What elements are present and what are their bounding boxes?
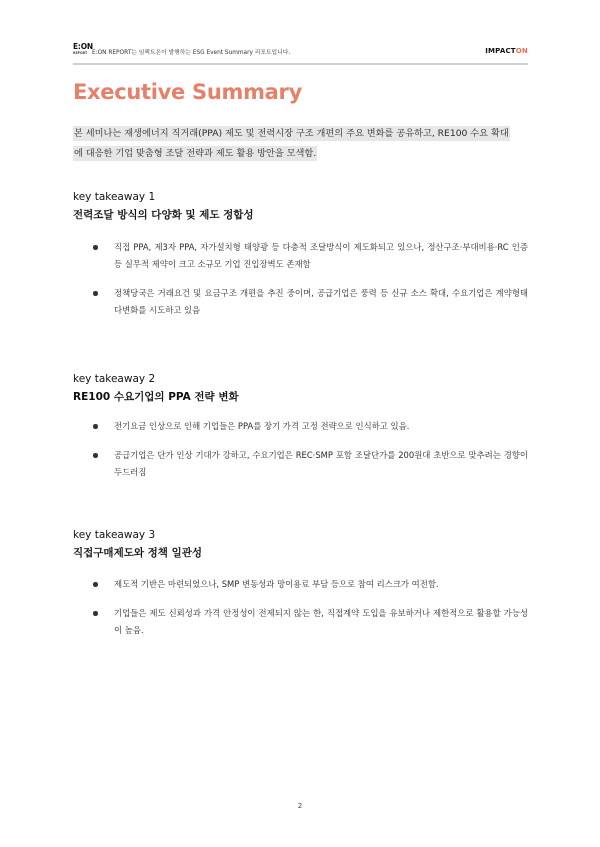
bullet-text: 정책당국은 거래요건 및 요금구조 개편을 추진 중이며, 공급기업은 풍력 등 신규 소스 확대, 수요기업은 계약형태 다변화를 시도하고 있음: [114, 288, 528, 315]
bullet-dot-icon: [93, 582, 98, 587]
bullet-text: 제도적 기반은 마련되었으나, SMP 변동성과 망이용료 부담 등으로 참여 리스크가 여전함.: [114, 579, 439, 589]
bullet-dot-icon: [93, 291, 98, 296]
bullet-item: [93, 605, 528, 639]
brand-left-text: IMPACT: [485, 47, 516, 55]
bullet-text: 전기요금 인상으로 인해 기업들은 PPA를 장기 가격 고정 전략으로 인식하고 있음.: [114, 421, 410, 431]
bullet-item: [93, 418, 528, 435]
bullet-dot-icon: [93, 245, 98, 250]
logo-sub-text: REPORT: [73, 51, 88, 55]
page-title: Executive Summary: [73, 80, 302, 104]
takeaway-bullets: [73, 239, 528, 319]
summary-highlight: 본 세미나는 재생에너지 직거래(PPA) 제도 및 전력시장 구조 개편의 주요 변화를 공유하고, RE100 수요 확대에 대응한 기업 맞춤형 조달 전략과 제도 활용 방안을 모색함.: [74, 128, 509, 159]
bullet-dot-icon: [93, 424, 98, 429]
bullet-dot-icon: [93, 453, 98, 458]
takeaway-bullets: [73, 576, 528, 639]
bullet-text: 직접 PPA, 제3자 PPA, 자가설치형 태양광 등 다층적 조달방식이 제도화되고 있으나, 정산구조·부대비용·RC 인증 등 실무적 제약이 크고 소규모 기업 진입장벽도 존재함: [114, 242, 528, 269]
bullet-text: 기업들은 제도 신뢰성과 가격 안정성이 전제되지 않는 한, 직접계약 도입을 유보하거나 제한적으로 활용할 가능성이 높음.: [114, 608, 528, 635]
takeaway-label: key takeaway 1: [73, 191, 156, 203]
takeaway-label: key takeaway 3: [73, 529, 156, 541]
takeaway-title: RE100 수요기업의 PPA 전략 변화: [73, 391, 239, 403]
page-header: [73, 42, 528, 62]
bullet-item: [93, 576, 528, 593]
bullet-dot-icon: [93, 611, 98, 616]
takeaway-2: [73, 372, 528, 481]
takeaway-label: key takeaway 2: [73, 373, 156, 385]
bullet-text: 공급기업은 단가 인상 기대가 강하고, 수요기업은 REC·SMP 포함 조달단가를 200원대 초반으로 맞추려는 경향이 두드러짐: [114, 450, 528, 477]
impacton-logo: [485, 47, 528, 55]
takeaway-3: [73, 528, 528, 639]
bullet-item: [93, 285, 528, 319]
bullet-item: [93, 447, 528, 481]
brand-right-text: ON: [515, 47, 528, 55]
page-number: 2: [297, 802, 303, 810]
header-description: E:ON REPORT는 임팩트온이 발행하는 ESG Event Summary 리포트입니다.: [92, 50, 291, 56]
takeaway-title: 직접구매제도와 정책 일관성: [73, 547, 203, 559]
takeaway-bullets: [73, 418, 528, 481]
summary-paragraph: [73, 124, 513, 164]
eon-report-logo: [73, 42, 93, 60]
takeaway-1: [73, 190, 528, 319]
logo-main-text: E:ON: [73, 42, 93, 51]
header-divider: [73, 63, 528, 65]
takeaway-title: 전력조달 방식의 다양화 및 제도 정합성: [73, 209, 254, 221]
bullet-item: [93, 239, 528, 273]
